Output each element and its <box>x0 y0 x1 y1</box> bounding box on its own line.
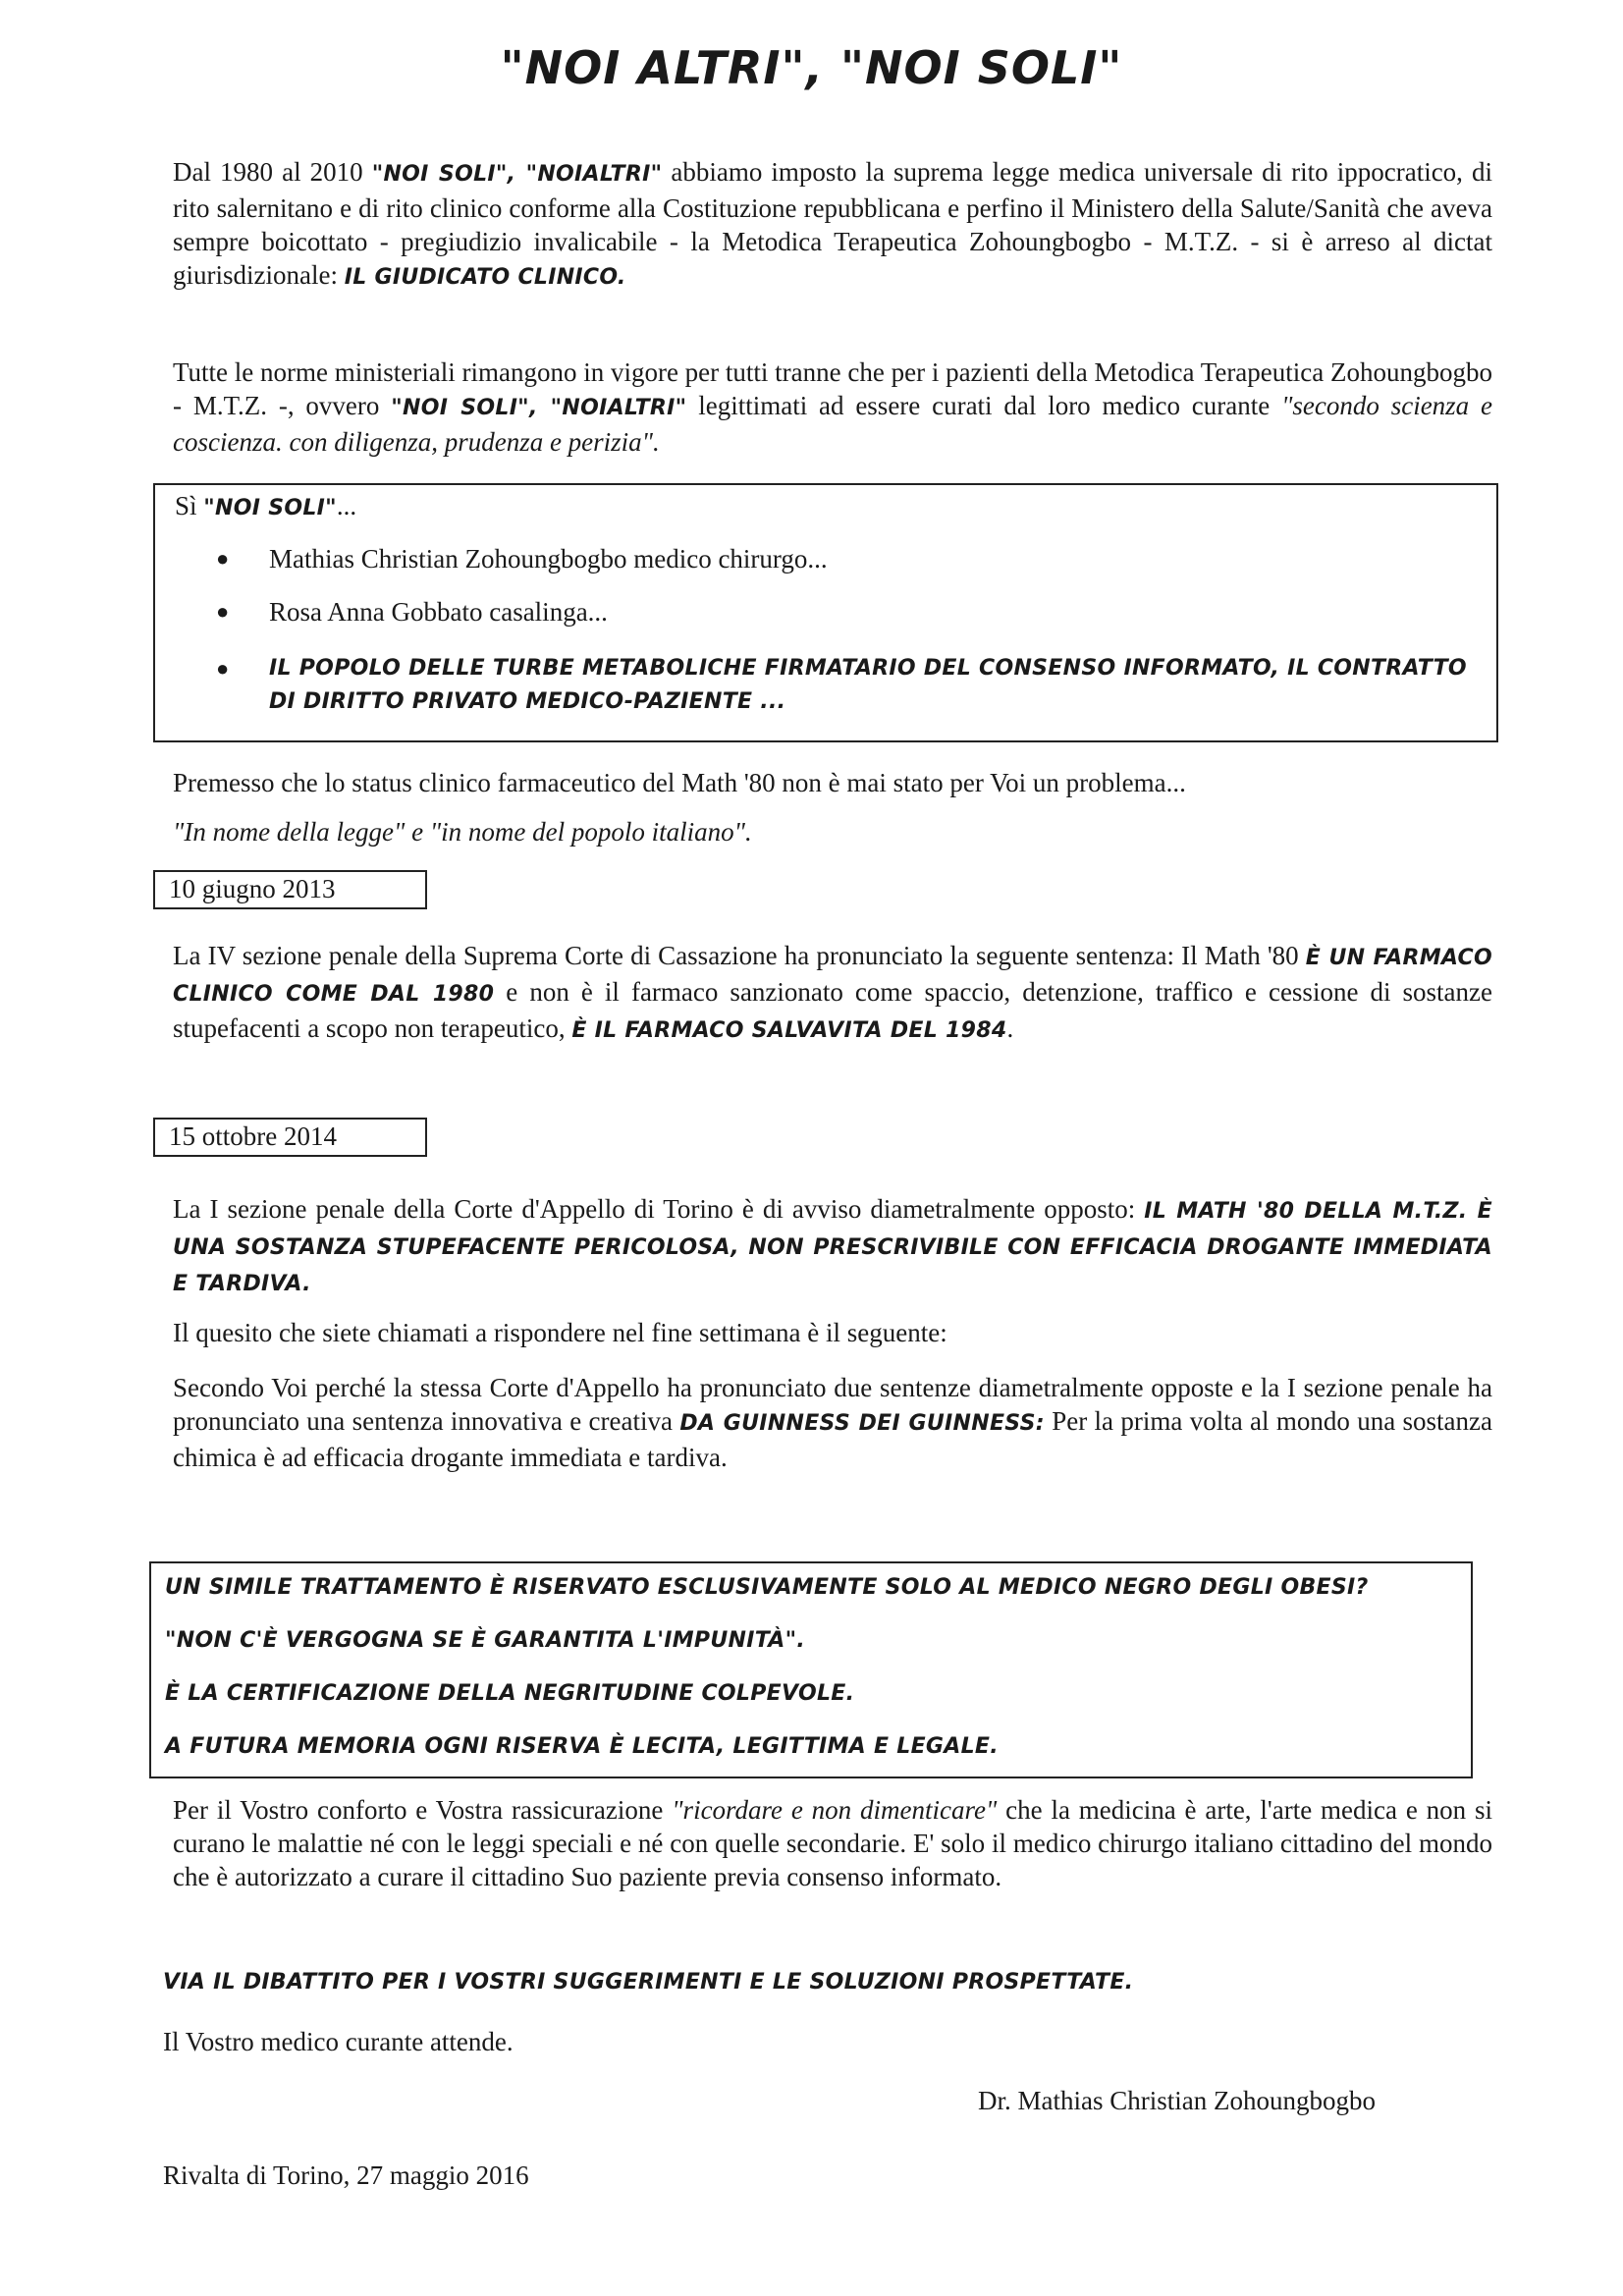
question-text: Il quesito che siete chiamati a rispondere nel fine settimana è il seguente: <box>173 1318 947 1347</box>
cassation-paragraph <box>173 939 1492 1048</box>
box-heading-text: Sì <box>175 491 204 520</box>
signature: Dr. Mathias Christian Zohoungbogbo <box>978 2086 1376 2115</box>
page-title: "NOI ALTRI", "NOI SOLI" <box>500 41 1123 94</box>
cassation-text-3: . <box>1006 1013 1014 1043</box>
intro-highlight-2: IL GIUDICATO CLINICO. <box>344 265 626 290</box>
premise-quote: "In nome della legge" e "in nome del popolo italiano". <box>173 817 752 847</box>
cassation-highlight: È UN FARMACO CLINICO COME DAL 1980 <box>173 946 1492 1007</box>
cassation-text-2: e non è il farmaco sanzionato come spaccio, detenzione, traffico e cessione di sostanze stupefacenti a scopo non terapeutico, <box>173 977 1492 1043</box>
intro-text-2: abbiamo imposto la suprema legge medica universale di rito ippocratico, di rito salernitano e di rito clinico conforme alla Costituzione repubblicana e perfino il Ministero della Salute/Sanità che aveva sempre boicottato - pregiudizio invalicabile - la Metodica Terapeutica Zohoungbogbo - M.T.Z. - si è arreso al dictat giurisdizionale: <box>173 157 1492 290</box>
statement-box <box>149 1561 1473 1778</box>
court-text-2: Per la prima volta al mondo una sostanza chimica è ad efficacia drogante immediata e tardiva. <box>173 1406 1492 1472</box>
intro-text: Dal 1980 al 2010 <box>173 157 372 187</box>
comfort-quote: "ricordare e non dimenticare" <box>672 1795 998 1825</box>
box-heading-highlight: "NOI SOLI" <box>203 496 337 520</box>
norms-highlight: "NOI SOLI", "NOIALTRI" <box>391 396 687 420</box>
cassation-text: La IV sezione penale della Suprema Corte di Cassazione ha pronunciato la seguente sentenza: Il Math '80 <box>173 941 1306 970</box>
comfort-text-2: che la medicina è arte, l'arte medica e non si curano le malattie né con le leggi speciali e né con quelle secondarie. E' solo il medico chirurgo italiano cittadino del mondo che è autorizzato a curare il cittadino Suo paziente previa consenso informato. <box>173 1795 1492 1891</box>
norms-text-2: legittimati ad essere curati dal loro medico curante <box>686 391 1282 420</box>
appeal-text: La I sezione penale della Corte d'Appello di Torino è di avviso diametralmente opposto: <box>173 1194 1145 1224</box>
statement-line-2: "NON C'È VERGOGNA SE È GARANTITA L'IMPUNITÀ". <box>165 1628 806 1653</box>
comfort-paragraph <box>173 1793 1492 1893</box>
list-item-text: Rosa Anna Gobbato casalinga... <box>269 597 608 627</box>
norms-quote: "secondo scienza e coscienza. con diligenza, prudenza e perizia". <box>173 391 1492 457</box>
date-box-1: 10 giugno 2013 <box>153 870 427 909</box>
bullet-icon: ● <box>216 599 230 624</box>
statement-line-3: È LA CERTIFICAZIONE DELLA NEGRITUDINE COLPEVOLE. <box>165 1681 855 1706</box>
norms-paragraph <box>173 355 1492 459</box>
box-heading <box>175 489 356 525</box>
intro-paragraph <box>173 155 1492 295</box>
place-date: Rivalta di Torino, 27 maggio 2016 <box>163 2160 529 2190</box>
box-heading-ellipsis: ... <box>336 491 357 520</box>
comfort-text: Per il Vostro conforto e Vostra rassicurazione <box>173 1795 673 1825</box>
intro-highlight: "NOI SOLI", "NOIALTRI" <box>371 162 663 187</box>
closing-line: Il Vostro medico curante attende. <box>163 2027 514 2056</box>
appeal-paragraph <box>173 1192 1492 1301</box>
list-item-text: IL POPOLO DELLE TURBE METABOLICHE FIRMATARIO DEL CONSENSO INFORMATO, IL CONTRATTO DI DIRITTO PRIVATO MEDICO-PAZIENTE ... <box>269 656 1467 714</box>
cassation-highlight-2: È IL FARMACO SALVAVITA DEL 1984 <box>571 1018 1007 1043</box>
appeal-highlight: IL MATH '80 DELLA M.T.Z. È UNA SOSTANZA STUPEFACENTE PERICOLOSA, NON PRESCRIVIBILE CON EFFICACIA DROGANTE IMMEDIATA E TARDIVA. <box>173 1199 1493 1296</box>
premise-text: Premesso che lo status clinico farmaceutico del Math '80 non è mai stato per Voi un problema... <box>173 768 1186 797</box>
statement-line-4: A FUTURA MEMORIA OGNI RISERVA È LECITA, LEGITTIMA E LEGALE. <box>165 1734 999 1759</box>
date-box-2: 15 ottobre 2014 <box>153 1118 427 1157</box>
court-paragraph <box>173 1371 1492 1474</box>
debate-call: VIA IL DIBATTITO PER I VOSTRI SUGGERIMENTI E LE SOLUZIONI PROSPETTATE. <box>163 1970 1134 1995</box>
bullet-icon: ● <box>216 546 230 571</box>
statement-line-1: UN SIMILE TRATTAMENTO È RISERVATO ESCLUSIVAMENTE SOLO AL MEDICO NEGRO DEGLI OBESI? <box>165 1575 1369 1600</box>
noi-soli-box <box>153 483 1498 742</box>
court-highlight: DA GUINNESS DEI GUINNESS: <box>679 1411 1045 1436</box>
court-text: Secondo Voi perché la stessa Corte d'Appello ha pronunciato due sentenze diametralmente opposte e la I sezione penale ha pronunciato una sentenza innovativa e creativa <box>173 1373 1492 1436</box>
list-item-text: Mathias Christian Zohoungbogbo medico chirurgo... <box>269 544 828 574</box>
norms-text: Tutte le norme ministeriali rimangono in vigore per tutti tranne che per i pazienti della Metodica Terapeutica Zohoungbogbo - M.T.Z. -, ovvero <box>173 357 1492 420</box>
bullet-icon: ● <box>216 656 230 681</box>
